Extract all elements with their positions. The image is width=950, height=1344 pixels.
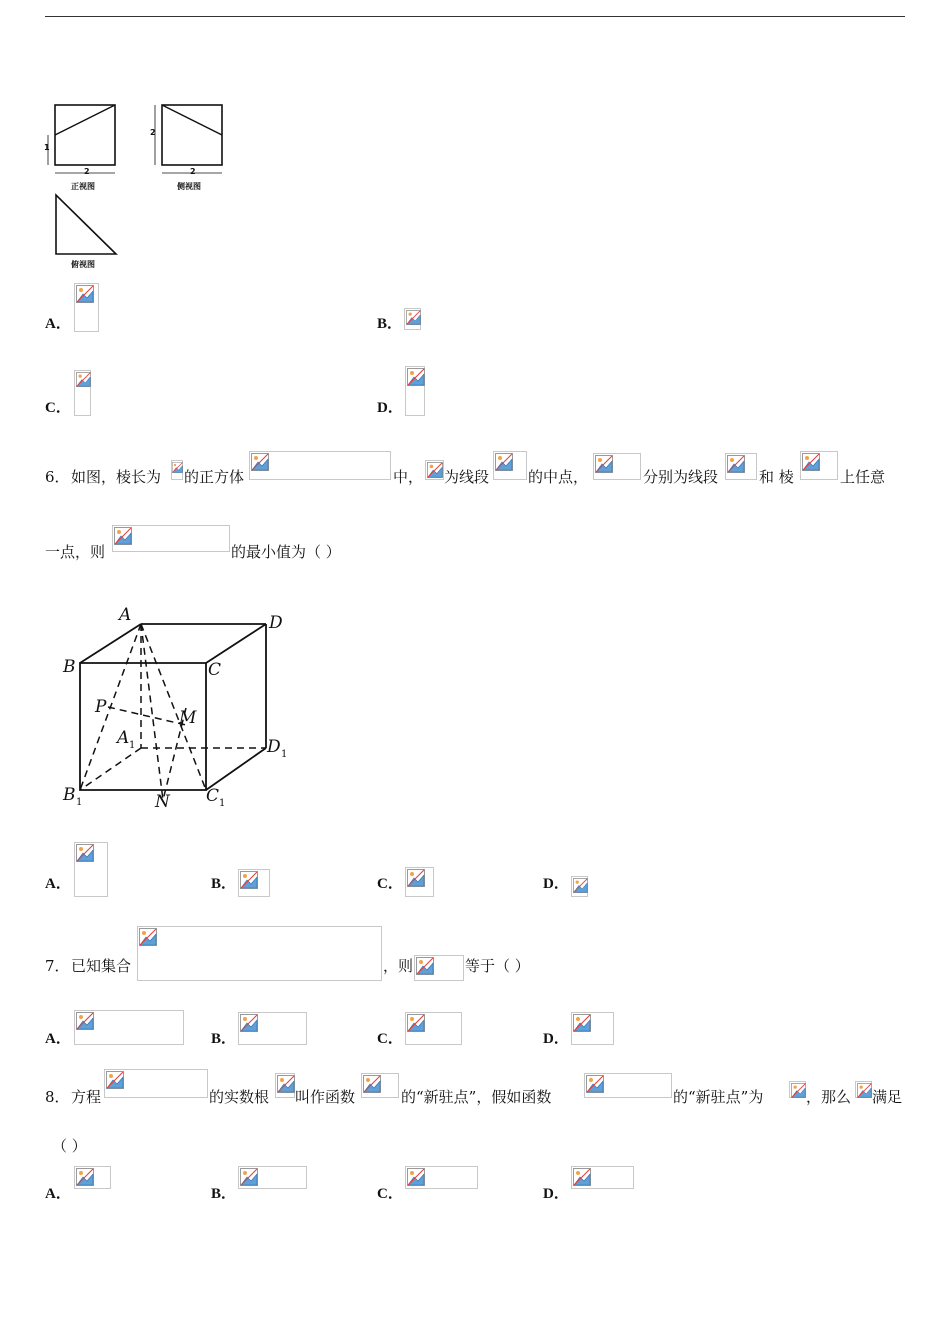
three-view-figure bbox=[40, 98, 240, 276]
broken-image-icon bbox=[76, 1168, 94, 1186]
broken-image-icon bbox=[76, 285, 94, 303]
side-dim-w: 2 bbox=[190, 167, 196, 176]
broken-image-icon bbox=[76, 372, 91, 387]
cube-sub-a1: 1 bbox=[129, 740, 136, 751]
broken-image-icon bbox=[76, 844, 94, 862]
top-rule bbox=[45, 16, 905, 17]
q7-text-3: 等于（ ） bbox=[465, 957, 530, 975]
broken-image-icon bbox=[76, 1012, 94, 1030]
q6-option-c-image bbox=[405, 867, 434, 897]
cube-label-c1: C bbox=[206, 786, 220, 806]
q8-option-a-image bbox=[74, 1166, 111, 1189]
side-view-square bbox=[162, 105, 222, 165]
broken-image-icon bbox=[240, 871, 258, 889]
q6-text-2: 的正方体 bbox=[184, 468, 245, 486]
cube-label-b: B bbox=[63, 657, 76, 677]
broken-image-icon bbox=[240, 1168, 258, 1186]
broken-image-icon bbox=[573, 878, 588, 893]
q8-formula-root bbox=[275, 1073, 295, 1098]
q6-number: 6． bbox=[45, 468, 70, 486]
cube-label-n: N bbox=[155, 792, 170, 812]
q8-text-8: （ ） bbox=[52, 1137, 87, 1155]
q6-text-1: 如图，棱长为 bbox=[71, 468, 162, 486]
q7-option-d-label[interactable]: D． bbox=[543, 1031, 569, 1047]
q6-option-d-image bbox=[571, 876, 588, 897]
broken-image-icon bbox=[495, 453, 513, 471]
q6-formula-segment bbox=[493, 451, 527, 480]
broken-image-icon bbox=[407, 1168, 425, 1186]
cube-label-m: M bbox=[179, 708, 197, 728]
q8-option-b-image bbox=[238, 1166, 307, 1189]
broken-image-icon bbox=[139, 928, 157, 946]
broken-image-icon bbox=[427, 462, 443, 478]
q6-formula-edge-2 bbox=[800, 451, 838, 480]
front-dim-h: 1 bbox=[44, 143, 50, 152]
q8-text-6: ，那么 bbox=[806, 1088, 852, 1106]
q7-option-b-image bbox=[238, 1012, 307, 1045]
q8-text-5: 的“新驻点”为 bbox=[673, 1088, 764, 1106]
broken-image-icon bbox=[573, 1168, 591, 1186]
q5-option-c-image bbox=[74, 370, 91, 416]
q7-text-2: ，则 bbox=[383, 957, 414, 975]
front-view-square bbox=[55, 105, 115, 165]
broken-image-icon bbox=[407, 1014, 425, 1032]
broken-image-icon bbox=[407, 869, 425, 887]
q8-number: 8． bbox=[45, 1088, 70, 1106]
q6-option-b-label[interactable]: B． bbox=[211, 876, 237, 892]
q6-formula-point bbox=[425, 460, 444, 480]
q5-option-b-label[interactable]: B． bbox=[377, 316, 403, 332]
broken-image-icon bbox=[251, 453, 269, 471]
q6-option-c-label[interactable]: C． bbox=[377, 876, 403, 892]
q6-text-8: 上任意 bbox=[840, 468, 886, 486]
cube-label-a1: A bbox=[117, 728, 130, 748]
q5-option-c-label[interactable]: C． bbox=[45, 400, 71, 416]
broken-image-icon bbox=[791, 1083, 806, 1098]
front-view-label: 正视图 bbox=[71, 182, 95, 191]
q8-formula-a bbox=[789, 1081, 806, 1098]
q8-formula-function-2 bbox=[584, 1073, 672, 1098]
q6-formula-segment-2 bbox=[725, 453, 757, 480]
q5-option-a-label[interactable]: A． bbox=[45, 316, 71, 332]
q7-text-1: 已知集合 bbox=[71, 957, 132, 975]
broken-image-icon bbox=[407, 368, 425, 386]
q6-formula-pm bbox=[593, 453, 641, 480]
q8-text-7: 满足 bbox=[872, 1088, 903, 1106]
q7-formula-sets bbox=[137, 926, 382, 981]
q5-option-d-label[interactable]: D． bbox=[377, 400, 403, 416]
q8-option-d-image bbox=[571, 1166, 634, 1189]
q6-option-a-label[interactable]: A． bbox=[45, 876, 71, 892]
q6-formula-cube bbox=[249, 451, 391, 480]
broken-image-icon bbox=[857, 1083, 872, 1098]
broken-image-icon bbox=[114, 527, 132, 545]
front-dim-w: 2 bbox=[84, 167, 90, 176]
q7-option-a-image bbox=[74, 1010, 184, 1045]
broken-image-icon bbox=[106, 1071, 124, 1089]
q8-formula-equation bbox=[104, 1069, 208, 1098]
q6-option-a-image bbox=[74, 842, 108, 897]
q7-formula-expr bbox=[414, 955, 464, 981]
q6-text-5: 的中点， bbox=[528, 468, 589, 486]
q6-text-6: 分别为线段 bbox=[643, 468, 719, 486]
top-view-triangle bbox=[56, 195, 116, 254]
q8-text-1: 方程 bbox=[71, 1088, 102, 1106]
q7-option-c-image bbox=[405, 1012, 462, 1045]
q8-formula-a-2 bbox=[855, 1081, 872, 1098]
q7-option-b-label[interactable]: B． bbox=[211, 1031, 237, 1047]
broken-image-icon bbox=[727, 455, 745, 473]
q8-option-b-label[interactable]: B． bbox=[211, 1186, 237, 1202]
q8-option-a-label[interactable]: A． bbox=[45, 1186, 71, 1202]
q7-option-d-image bbox=[571, 1012, 614, 1045]
q8-option-d-label[interactable]: D． bbox=[543, 1186, 569, 1202]
cube-label-p: P bbox=[95, 697, 107, 717]
q6-text-7: 和 棱 bbox=[759, 468, 794, 486]
cube-label-b1: B bbox=[63, 785, 76, 805]
cube-label-d1: D bbox=[267, 737, 281, 757]
q6-text-3: 中， bbox=[393, 468, 424, 486]
cube-sub-d1: 1 bbox=[281, 749, 288, 760]
q6-text-4: 为线段 bbox=[444, 468, 490, 486]
broken-image-icon bbox=[240, 1014, 258, 1032]
q8-text-4: 的“新驻点”，假如函数 bbox=[401, 1088, 552, 1106]
side-dim-h: 2 bbox=[150, 128, 156, 137]
q6-option-b-image bbox=[238, 869, 270, 897]
q5-option-b-image bbox=[404, 308, 421, 330]
q8-option-c-image bbox=[405, 1166, 478, 1189]
broken-image-icon bbox=[595, 455, 613, 473]
q5-option-d-image bbox=[405, 366, 425, 416]
broken-image-icon bbox=[416, 957, 434, 975]
broken-image-icon bbox=[586, 1075, 604, 1093]
broken-image-icon bbox=[172, 462, 183, 473]
cube-label-d: D bbox=[269, 613, 283, 633]
broken-image-icon bbox=[802, 453, 820, 471]
q6-formula-edge bbox=[171, 460, 183, 480]
cube-figure bbox=[55, 600, 305, 815]
q8-text-3: 叫作函数 bbox=[295, 1088, 356, 1106]
cube-label-c: C bbox=[208, 660, 222, 680]
q5-option-a-image bbox=[74, 283, 99, 332]
q6-text-10: 的最小值为（ ） bbox=[231, 543, 341, 561]
q8-text-2: 的实数根 bbox=[209, 1088, 270, 1106]
q7-option-a-label[interactable]: A． bbox=[45, 1031, 71, 1047]
cube-sub-b1: 1 bbox=[76, 797, 83, 808]
top-view-label: 俯视图 bbox=[71, 260, 95, 269]
q8-formula-function bbox=[361, 1073, 399, 1098]
q7-option-c-label[interactable]: C． bbox=[377, 1031, 403, 1047]
side-view-label: 侧视图 bbox=[177, 182, 201, 191]
cube-label-a: A bbox=[119, 605, 132, 625]
broken-image-icon bbox=[277, 1075, 295, 1093]
cube-sub-c1: 1 bbox=[219, 798, 226, 809]
broken-image-icon bbox=[406, 310, 421, 325]
q6-formula-min bbox=[112, 525, 230, 552]
q6-text-9: 一点，则 bbox=[45, 543, 106, 561]
broken-image-icon bbox=[363, 1075, 381, 1093]
q6-option-d-label[interactable]: D． bbox=[543, 876, 569, 892]
q7-number: 7． bbox=[45, 957, 70, 975]
broken-image-icon bbox=[573, 1014, 591, 1032]
q8-option-c-label[interactable]: C． bbox=[377, 1186, 403, 1202]
